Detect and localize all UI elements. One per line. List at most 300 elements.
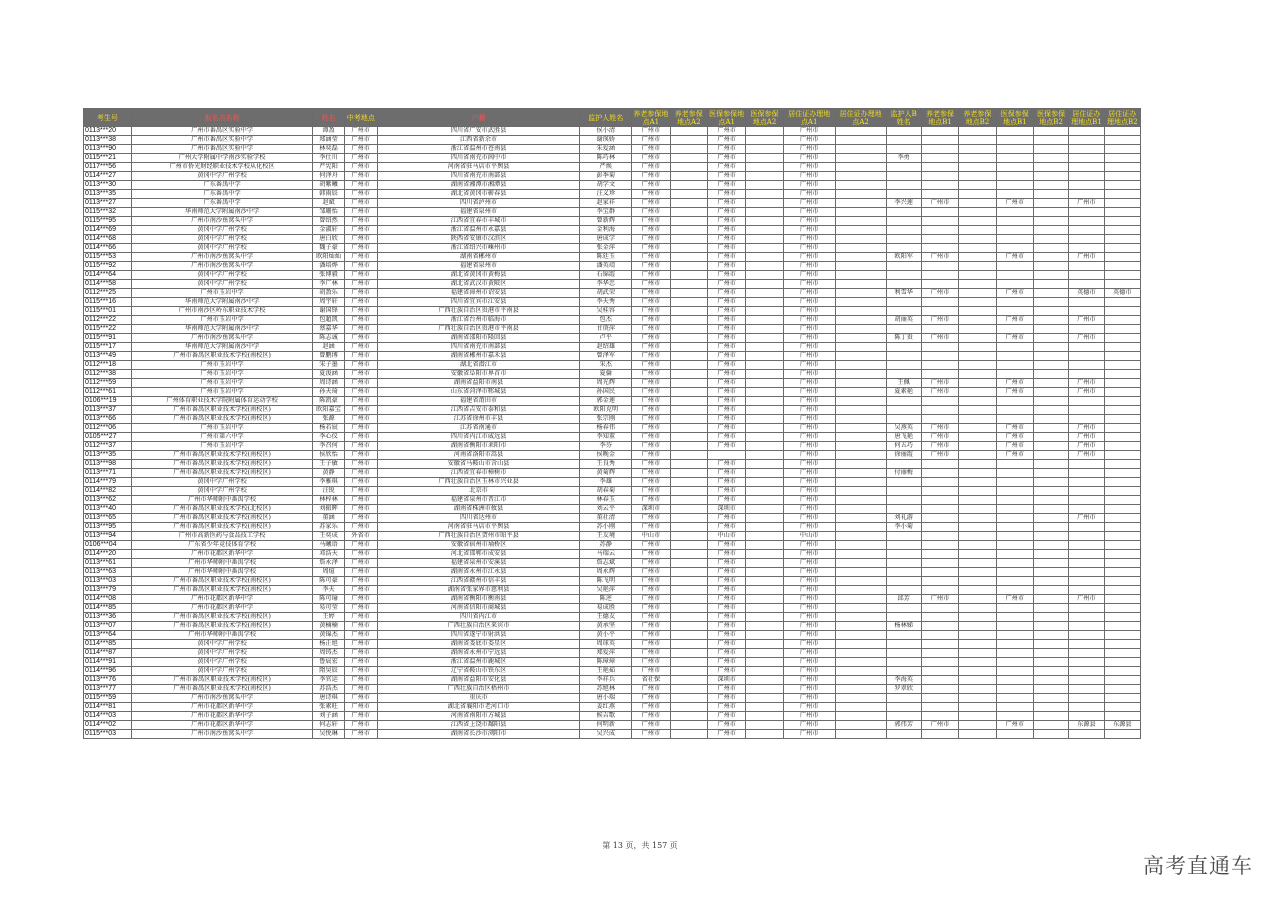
table-cell: 四川省内江市威远县 xyxy=(377,433,579,442)
table-cell: 广州市 xyxy=(707,298,745,307)
table-cell xyxy=(921,397,958,406)
table-cell: 广州市 xyxy=(783,649,835,658)
table-cell xyxy=(1069,532,1104,541)
table-cell: 广州市 xyxy=(1069,424,1104,433)
table-cell xyxy=(1104,217,1140,226)
table-cell: 北京市 xyxy=(377,487,579,496)
table-row xyxy=(84,199,1141,208)
table-cell: 广州市 xyxy=(707,568,745,577)
table-cell: 黄冈中学广州学校 xyxy=(131,640,313,649)
table-cell xyxy=(746,496,783,505)
table-cell: 黄冈中学广州学校 xyxy=(131,226,313,235)
table-row xyxy=(84,145,1141,154)
table-cell xyxy=(835,595,886,604)
table-cell: 湖南省永州市江永县 xyxy=(377,568,579,577)
table-row xyxy=(84,316,1141,325)
table-cell xyxy=(746,208,783,217)
table-cell xyxy=(921,127,958,136)
table-cell: 广州市 xyxy=(707,145,745,154)
table-cell xyxy=(886,559,921,568)
table-cell: 付丽梅 xyxy=(886,469,921,478)
table-cell: 苏浩杰 xyxy=(313,685,344,694)
table-cell xyxy=(996,685,1033,694)
table-cell: 广州市 xyxy=(707,442,745,451)
table-cell: 四川省南充市南部县 xyxy=(377,172,579,181)
table-cell: 王德友 xyxy=(580,613,632,622)
table-cell: 广州市 xyxy=(632,703,670,712)
table-cell: 广州市 xyxy=(707,523,745,532)
table-cell: 广州市 xyxy=(783,289,835,298)
table-cell: 广州市 xyxy=(707,487,745,496)
table-cell: 河北省邯郸市成安县 xyxy=(377,550,579,559)
table-cell xyxy=(996,604,1033,613)
table-cell: 杨春伟 xyxy=(580,424,632,433)
table-cell xyxy=(1104,478,1140,487)
table-cell: 林奕磊 xyxy=(313,145,344,154)
table-cell xyxy=(886,397,921,406)
table-cell xyxy=(670,514,707,523)
table-cell xyxy=(835,514,886,523)
table-cell xyxy=(835,280,886,289)
table-cell xyxy=(835,721,886,730)
table-cell xyxy=(1069,172,1104,181)
table-cell: 欧阳嘉宝 xyxy=(313,406,344,415)
table-cell: 广东番禺中学 xyxy=(131,181,313,190)
table-cell xyxy=(1104,154,1140,163)
table-cell xyxy=(746,694,783,703)
table-cell: 0106***19 xyxy=(84,397,132,406)
table-cell xyxy=(959,397,996,406)
table-cell: 广州市 xyxy=(921,334,958,343)
table-cell xyxy=(959,271,996,280)
table-cell: 黄承坚 xyxy=(580,622,632,631)
table-cell: 广州市 xyxy=(783,622,835,631)
table-cell xyxy=(886,343,921,352)
table-cell: 广州市番禺区职业技术学校(南校区) xyxy=(131,415,313,424)
table-cell xyxy=(835,622,886,631)
table-cell: 福建省泉州市晋江市 xyxy=(377,496,579,505)
table-cell: 广州市 xyxy=(632,145,670,154)
table-cell: 魏子豪 xyxy=(313,244,344,253)
table-cell: 湖北省襄阳市老河口市 xyxy=(377,703,579,712)
table-cell: 广州市 xyxy=(783,559,835,568)
table-cell: 朱爱涵 xyxy=(580,145,632,154)
table-cell: 中山市 xyxy=(707,532,745,541)
table-cell: 广州市 xyxy=(707,388,745,397)
table-row xyxy=(84,154,1141,163)
table-row xyxy=(84,334,1141,343)
table-cell: 谢瑛娇 xyxy=(580,136,632,145)
table-cell: 广州市 xyxy=(783,424,835,433)
table-cell: 0113***37 xyxy=(84,406,132,415)
table-cell: 0115***03 xyxy=(84,730,132,739)
table-cell: 福建省莆田市 xyxy=(377,397,579,406)
table-cell xyxy=(1033,604,1068,613)
table-cell: 广州市 xyxy=(783,595,835,604)
table-cell: 郭伟芳 xyxy=(886,721,921,730)
table-cell: 0113***90 xyxy=(84,145,132,154)
table-cell: 江西省宜春市丰城市 xyxy=(377,217,579,226)
table-cell xyxy=(996,271,1033,280)
table-cell: 广州市 xyxy=(344,199,377,208)
table-cell xyxy=(1104,226,1140,235)
table-cell: 广州市 xyxy=(707,325,745,334)
table-cell: 胡春菊 xyxy=(580,487,632,496)
table-cell: 广州市 xyxy=(344,649,377,658)
table-cell xyxy=(746,424,783,433)
table-cell xyxy=(1069,658,1104,667)
table-row xyxy=(84,433,1141,442)
table-cell: 广东省少年竞技体育学校 xyxy=(131,541,313,550)
table-cell xyxy=(670,253,707,262)
table-cell: 广州市 xyxy=(632,415,670,424)
table-cell: 广州市玉岩中学 xyxy=(131,316,313,325)
table-cell: 胡紫曦 xyxy=(313,181,344,190)
table-cell: 孙国民 xyxy=(580,388,632,397)
table-cell xyxy=(1069,667,1104,676)
table-cell xyxy=(959,577,996,586)
table-cell xyxy=(996,730,1033,739)
table-cell xyxy=(921,649,958,658)
table-cell: 广州市 xyxy=(632,361,670,370)
table-cell: 广州市 xyxy=(707,649,745,658)
table-cell xyxy=(996,577,1033,586)
table-cell: 广州市 xyxy=(344,622,377,631)
table-cell: 广州市 xyxy=(632,208,670,217)
table-cell: 广州市 xyxy=(707,433,745,442)
table-cell: 广州市 xyxy=(344,469,377,478)
table-cell: 黄冈中学广州学校 xyxy=(131,280,313,289)
table-cell xyxy=(835,325,886,334)
table-cell xyxy=(886,613,921,622)
table-cell: 杨若宸 xyxy=(313,424,344,433)
table-cell xyxy=(921,298,958,307)
table-cell xyxy=(959,541,996,550)
table-cell: 广州市 xyxy=(632,217,670,226)
table-cell xyxy=(670,568,707,577)
table-cell: 四川省达州市 xyxy=(377,514,579,523)
table-cell: 广州市 xyxy=(632,424,670,433)
table-cell xyxy=(1033,595,1068,604)
table-cell: 广州市 xyxy=(344,280,377,289)
table-row xyxy=(84,136,1141,145)
table-cell xyxy=(670,460,707,469)
table-cell: 广州市南沙鱼窝头中学 xyxy=(131,262,313,271)
table-cell: 李雄 xyxy=(580,478,632,487)
table-cell: 广州市 xyxy=(344,208,377,217)
table-cell xyxy=(1033,487,1068,496)
table-cell: 广西壮族自治区贵港市平南县 xyxy=(377,307,579,316)
table-cell xyxy=(921,343,958,352)
table-cell xyxy=(670,721,707,730)
table-cell: 唐小瑞 xyxy=(580,694,632,703)
table-cell xyxy=(670,433,707,442)
table-cell: 广州市 xyxy=(632,595,670,604)
table-cell: 广州市 xyxy=(344,523,377,532)
table-cell xyxy=(1104,514,1140,523)
table-cell: 0112***22 xyxy=(84,316,132,325)
table-row xyxy=(84,244,1141,253)
table-cell: 侯晚金 xyxy=(580,451,632,460)
table-cell xyxy=(1033,361,1068,370)
table-cell: 0115***21 xyxy=(84,154,132,163)
table-cell xyxy=(886,280,921,289)
table-cell xyxy=(886,262,921,271)
table-cell: 曾泽军 xyxy=(580,352,632,361)
table-cell: 河南省驻马店市平舆县 xyxy=(377,523,579,532)
table-cell xyxy=(996,622,1033,631)
table-cell: 李宝群 xyxy=(580,208,632,217)
table-cell: 广州市 xyxy=(783,145,835,154)
table-cell xyxy=(959,478,996,487)
table-cell: 金利海 xyxy=(580,226,632,235)
table-cell xyxy=(835,145,886,154)
table-cell: 黄冈中学广州学校 xyxy=(131,658,313,667)
table-cell xyxy=(959,406,996,415)
table-cell: 福建省漳州市诏安县 xyxy=(377,289,579,298)
table-cell xyxy=(1033,352,1068,361)
table-cell xyxy=(959,694,996,703)
table-cell: 广州市玉岩中学 xyxy=(131,379,313,388)
table-cell xyxy=(670,190,707,199)
table-cell xyxy=(670,622,707,631)
table-cell xyxy=(1104,415,1140,424)
table-cell: 0114***91 xyxy=(84,658,132,667)
table-cell: 0114***79 xyxy=(84,478,132,487)
table-cell xyxy=(707,451,745,460)
table-cell xyxy=(996,361,1033,370)
table-cell: 广州市 xyxy=(783,658,835,667)
table-cell: 郑爱萍 xyxy=(580,649,632,658)
table-cell xyxy=(746,667,783,676)
table-cell xyxy=(746,487,783,496)
table-cell xyxy=(670,379,707,388)
table-cell xyxy=(886,271,921,280)
table-cell: 广州市 xyxy=(921,289,958,298)
table-cell: 广州市 xyxy=(783,370,835,379)
table-cell: 福建省泉州市 xyxy=(377,208,579,217)
table-cell xyxy=(996,613,1033,622)
table-cell: 广州市 xyxy=(344,433,377,442)
table-cell: 石锦霞 xyxy=(580,271,632,280)
table-cell xyxy=(746,190,783,199)
table-cell xyxy=(921,559,958,568)
table-cell xyxy=(1069,577,1104,586)
table-cell: 吴桂容 xyxy=(580,307,632,316)
table-cell xyxy=(835,703,886,712)
table-cell xyxy=(959,352,996,361)
table-cell: 广州市 xyxy=(632,379,670,388)
table-cell xyxy=(1033,154,1068,163)
table-cell: 广州市 xyxy=(783,343,835,352)
table-cell: 陈飞明 xyxy=(580,577,632,586)
table-cell: 广州市 xyxy=(783,388,835,397)
table-cell: 广州市 xyxy=(632,406,670,415)
table-cell xyxy=(1033,280,1068,289)
table-cell xyxy=(921,658,958,667)
table-cell: 苏小刚 xyxy=(580,523,632,532)
table-cell: 0114***66 xyxy=(84,244,132,253)
table-cell xyxy=(746,478,783,487)
table-cell: 广州市 xyxy=(783,316,835,325)
table-cell xyxy=(1033,217,1068,226)
table-cell xyxy=(886,307,921,316)
table-cell xyxy=(886,325,921,334)
table-cell xyxy=(1033,325,1068,334)
table-cell: 董社清 xyxy=(580,514,632,523)
table-cell: 广州市 xyxy=(783,640,835,649)
table-cell: 苏静 xyxy=(580,541,632,550)
table-cell: 广州市 xyxy=(707,316,745,325)
table-cell xyxy=(959,514,996,523)
table-cell xyxy=(886,244,921,253)
table-cell xyxy=(996,532,1033,541)
table-cell: 广州市 xyxy=(344,712,377,721)
column-header: 医保参保地点A2 xyxy=(746,109,783,127)
table-cell: 王友境 xyxy=(580,532,632,541)
table-cell xyxy=(886,667,921,676)
table-cell: 广州市 xyxy=(707,406,745,415)
table-cell xyxy=(1104,244,1140,253)
table-cell xyxy=(921,244,958,253)
table-cell: 福建省泉州市 xyxy=(377,262,579,271)
table-cell xyxy=(996,667,1033,676)
table-cell xyxy=(921,631,958,640)
table-cell xyxy=(1033,343,1068,352)
table-cell: 黄冈中学广州学校 xyxy=(131,172,313,181)
table-cell: 彭季菊 xyxy=(580,172,632,181)
table-cell: 华南师范大学附属南沙中学 xyxy=(131,325,313,334)
table-cell: 广州市 xyxy=(707,226,745,235)
table-cell xyxy=(835,226,886,235)
table-cell: 汪锐 xyxy=(313,487,344,496)
table-cell xyxy=(746,505,783,514)
table-cell xyxy=(886,172,921,181)
table-cell: 广州市 xyxy=(344,379,377,388)
table-cell: 李祥兵 xyxy=(580,676,632,685)
table-cell xyxy=(670,352,707,361)
table-cell: 严宪阳 xyxy=(313,163,344,172)
table-cell: 李小菊 xyxy=(886,523,921,532)
table-cell xyxy=(1033,478,1068,487)
table-cell xyxy=(996,658,1033,667)
table-cell: 广州市 xyxy=(783,235,835,244)
table-cell xyxy=(1033,523,1068,532)
table-cell xyxy=(670,712,707,721)
table-cell: 湖南省益阳市安化县 xyxy=(377,676,579,685)
table-cell: 广州市 xyxy=(1069,379,1104,388)
table-cell xyxy=(746,406,783,415)
table-cell: 0113***71 xyxy=(84,469,132,478)
table-cell: 广州市 xyxy=(344,514,377,523)
table-cell: 宋子墨 xyxy=(313,361,344,370)
table-cell: 潘英靖 xyxy=(580,262,632,271)
table-cell xyxy=(1069,496,1104,505)
table-cell xyxy=(959,559,996,568)
table-cell xyxy=(1033,298,1068,307)
table-cell: 广州市 xyxy=(707,271,745,280)
table-cell xyxy=(670,577,707,586)
table-cell: 广州市 xyxy=(632,721,670,730)
table-cell xyxy=(996,523,1033,532)
table-cell: 苏家乐 xyxy=(313,523,344,532)
table-cell xyxy=(670,172,707,181)
table-cell: 省社保 xyxy=(632,676,670,685)
table-cell xyxy=(886,631,921,640)
table-row xyxy=(84,181,1141,190)
table-cell: 广州市 xyxy=(344,631,377,640)
table-cell xyxy=(959,424,996,433)
table-cell: 0112***06 xyxy=(84,424,132,433)
column-header: 养老参保地点A1 xyxy=(633,109,669,126)
table-cell xyxy=(1033,190,1068,199)
column-header: 考生号 xyxy=(84,109,132,127)
table-cell xyxy=(1069,343,1104,352)
table-row xyxy=(84,694,1141,703)
table-cell xyxy=(670,154,707,163)
table-cell xyxy=(1104,604,1140,613)
table-cell xyxy=(959,280,996,289)
table-cell: 广州市 xyxy=(996,595,1033,604)
table-cell: 广州市 xyxy=(783,136,835,145)
table-cell xyxy=(886,658,921,667)
table-cell xyxy=(1033,442,1068,451)
table-cell xyxy=(1033,271,1068,280)
table-cell xyxy=(835,649,886,658)
table-cell: 广州市 xyxy=(344,667,377,676)
table-cell xyxy=(959,685,996,694)
table-cell: 赵绍雄 xyxy=(580,343,632,352)
table-cell: 广州市 xyxy=(1069,334,1104,343)
table-cell: 0114***03 xyxy=(84,712,132,721)
table-cell xyxy=(959,190,996,199)
table-cell: 广州市 xyxy=(344,388,377,397)
table-cell: 广州市 xyxy=(783,253,835,262)
table-cell xyxy=(670,244,707,253)
table-cell xyxy=(746,523,783,532)
table-cell xyxy=(959,523,996,532)
table-cell: 0113***36 xyxy=(84,613,132,622)
table-cell: 赵家祥 xyxy=(580,199,632,208)
table-cell xyxy=(746,631,783,640)
table-cell: 广州市番禺区职业技术学校(南校区) xyxy=(131,613,313,622)
table-cell: 蔡嘉华 xyxy=(313,325,344,334)
table-cell: 广州市 xyxy=(632,154,670,163)
table-cell: 易可莹 xyxy=(313,604,344,613)
table-cell xyxy=(746,127,783,136)
table-cell: 陈可瑜 xyxy=(313,595,344,604)
table-cell: 湖南省娄底市娄星区 xyxy=(377,640,579,649)
table-cell: 广州市番禺区职业技术学校(北校区) xyxy=(131,505,313,514)
table-cell xyxy=(746,604,783,613)
table-cell: 广州市 xyxy=(783,460,835,469)
column-header: 姓名 xyxy=(313,109,344,127)
table-cell: 广州市 xyxy=(783,487,835,496)
table-cell xyxy=(1033,712,1068,721)
table-cell: 邓浩天 xyxy=(313,550,344,559)
table-cell xyxy=(835,343,886,352)
table-cell: 安徽省马鞍山市含山县 xyxy=(377,460,579,469)
table-cell xyxy=(835,271,886,280)
table-cell xyxy=(1104,433,1140,442)
table-cell xyxy=(746,307,783,316)
table-cell xyxy=(1069,586,1104,595)
table-cell xyxy=(670,649,707,658)
table-cell: 广州市南沙区岭东职业技术学校 xyxy=(131,307,313,316)
table-cell: 张金萍 xyxy=(580,244,632,253)
table-cell xyxy=(886,478,921,487)
table-row xyxy=(84,703,1141,712)
